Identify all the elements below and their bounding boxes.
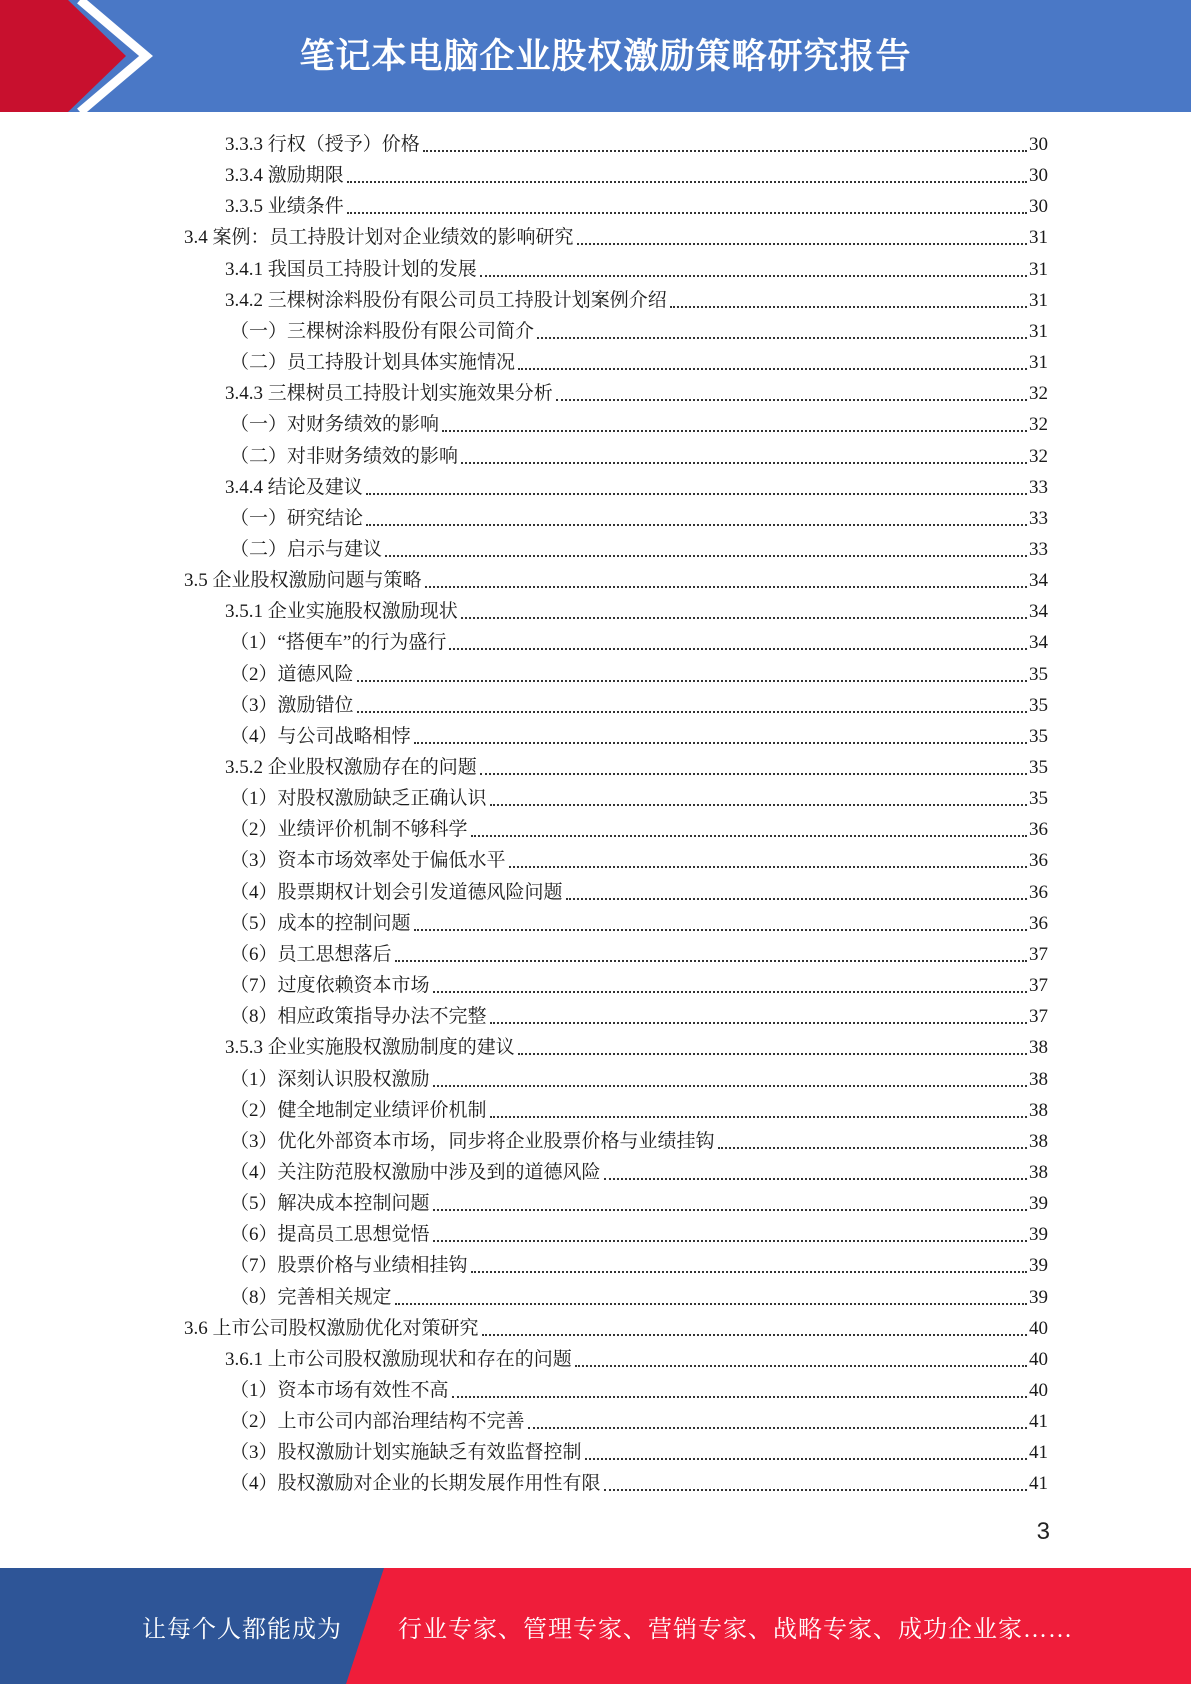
toc-entry-page: 32 [1029, 414, 1048, 436]
toc-entry[interactable] [230, 345, 1048, 376]
toc-entry-label: （7）股票价格与业绩相挂钩 [230, 1255, 468, 1277]
toc-entry-label: 3.5.3 企业实施股权激励制度的建议 [225, 1037, 515, 1059]
toc-entry[interactable] [225, 1030, 1048, 1061]
toc-entry[interactable] [230, 812, 1048, 843]
toc-entry-label: 3.3.5 业绩条件 [225, 196, 344, 218]
toc-entry-label: 3.4 案例：员工持股计划对企业绩效的影响研究 [184, 227, 574, 249]
toc-entry-page: 35 [1029, 757, 1048, 778]
toc-entry-page: 41 [1029, 1473, 1048, 1495]
toc-dot-leader [366, 524, 1027, 526]
toc-entry[interactable] [225, 750, 1048, 781]
toc-entry-label: （一）研究结论 [230, 507, 364, 529]
toc-entry-page: 41 [1029, 1442, 1048, 1464]
toc-entry-page: 36 [1029, 850, 1048, 872]
toc-dot-leader [575, 1365, 1027, 1367]
toc-entry[interactable] [230, 875, 1048, 906]
toc-dot-leader [480, 773, 1027, 775]
toc-entry-label: （3）优化外部资本市场，同步将企业股票价格与业绩挂钩 [230, 1130, 715, 1152]
toc-entry[interactable] [230, 1062, 1048, 1093]
toc-entry-page: 38 [1029, 1037, 1048, 1059]
toc-entry[interactable] [230, 1217, 1048, 1248]
toc-entry[interactable] [230, 781, 1048, 812]
toc-entry[interactable] [184, 563, 1048, 594]
toc-entry[interactable] [225, 470, 1048, 501]
toc-entry-page: 33 [1029, 507, 1048, 529]
toc-dot-leader [604, 1489, 1027, 1491]
toc-entry[interactable] [230, 407, 1048, 438]
toc-dot-leader [414, 929, 1027, 931]
toc-entry-page: 31 [1029, 320, 1048, 342]
toc-entry-page: 38 [1029, 1130, 1048, 1152]
toc-entry-page: 33 [1029, 476, 1048, 498]
toc-entry-page: 33 [1029, 538, 1048, 560]
toc-entry-label: （1）深刻认识股权激励 [230, 1068, 430, 1090]
toc-entry-page: 34 [1029, 632, 1048, 654]
toc-entry[interactable] [230, 501, 1048, 532]
toc-dot-leader [718, 1147, 1027, 1149]
toc-entry-page: 35 [1029, 725, 1048, 747]
toc-dot-leader [518, 1053, 1027, 1055]
toc-dot-leader [347, 181, 1027, 183]
toc-dot-leader [566, 898, 1027, 900]
toc-entry-page: 38 [1029, 1161, 1048, 1183]
toc-dot-leader [528, 1427, 1027, 1429]
toc-dot-leader [452, 1396, 1027, 1398]
toc-dot-leader [395, 960, 1027, 962]
toc-entry-label: （二）对非财务绩效的影响 [230, 445, 459, 467]
toc-dot-leader [518, 368, 1027, 370]
toc-entry-label: （3）激励错位 [230, 694, 354, 716]
toc-dot-leader [490, 1022, 1027, 1024]
footer-slogan-right: 行业专家、管理专家、营销专家、战略专家、成功企业家…… [398, 1616, 1073, 1643]
toc-entry-page: 37 [1029, 1006, 1048, 1028]
toc-entry-label: （8）相应政策指导办法不完整 [230, 1006, 487, 1028]
toc-entry-page: 37 [1029, 943, 1048, 965]
toc-entry-label: （5）解决成本控制问题 [230, 1193, 430, 1215]
toc-entry-page: 38 [1029, 1068, 1048, 1090]
toc-dot-leader [490, 1116, 1027, 1118]
toc-entry-label: 3.6.1 上市公司股权激励现状和存在的问题 [225, 1348, 572, 1370]
toc-entry[interactable] [225, 283, 1048, 314]
toc-entry-label: 3.5.2 企业股权激励存在的问题 [225, 757, 477, 778]
toc-entry-page: 36 [1029, 912, 1048, 934]
toc-entry-page: 35 [1029, 788, 1048, 810]
toc-entry-label: （6）提高员工思想觉悟 [230, 1224, 430, 1246]
toc-entry-page: 38 [1029, 1099, 1048, 1121]
toc-entry[interactable] [230, 1186, 1048, 1217]
toc-dot-leader [509, 866, 1027, 868]
toc-entry-label: 3.6 上市公司股权激励优化对策研究 [184, 1317, 479, 1339]
toc-entry-label: （4）股票期权计划会引发道德风险问题 [230, 881, 563, 903]
toc-entry-label: （2）上市公司内部治理结构不完善 [230, 1411, 525, 1433]
toc-dot-leader [471, 835, 1027, 837]
toc-entry-label: （一）三棵树涂料股份有限公司简介 [230, 320, 535, 342]
toc-dot-leader [395, 1303, 1027, 1305]
toc-entry-page: 39 [1029, 1193, 1048, 1215]
toc-entry[interactable] [225, 189, 1048, 220]
toc-entry[interactable] [230, 532, 1048, 563]
toc-entry[interactable] [184, 1311, 1048, 1342]
toc-entry[interactable] [230, 1093, 1048, 1124]
toc-dot-leader [425, 586, 1027, 588]
toc-dot-leader [423, 150, 1027, 152]
toc-dot-leader [449, 648, 1027, 650]
toc-entry-label: （8）完善相关规定 [230, 1286, 392, 1308]
toc-entry[interactable] [230, 937, 1048, 968]
toc-dot-leader [461, 462, 1027, 464]
toc-entry-label: （2）业绩评价机制不够科学 [230, 819, 468, 841]
page-footer [0, 1568, 1191, 1684]
toc-entry-label: （3）股权激励计划实施缺乏有效监督控制 [230, 1442, 582, 1464]
toc-entry[interactable] [230, 968, 1048, 999]
toc-entry[interactable] [230, 1280, 1048, 1311]
toc-entry[interactable] [230, 688, 1048, 719]
toc-entry-page: 31 [1029, 352, 1048, 374]
toc-entry-page: 32 [1029, 445, 1048, 467]
toc-entry[interactable] [230, 1404, 1048, 1435]
toc-entry[interactable] [184, 220, 1048, 251]
toc-dot-leader [461, 617, 1027, 619]
toc-entry-page: 31 [1029, 289, 1048, 311]
toc-dot-leader [357, 680, 1027, 682]
toc-dot-leader [490, 804, 1027, 806]
toc-entry-page: 31 [1029, 258, 1048, 280]
toc-entry-page: 36 [1029, 819, 1048, 841]
toc-entry[interactable] [225, 1342, 1048, 1373]
toc-dot-leader [366, 493, 1027, 495]
toc-entry-page: 31 [1029, 227, 1048, 249]
toc-entry-page: 39 [1029, 1286, 1048, 1308]
toc-dot-leader [433, 1209, 1027, 1211]
toc-dot-leader [480, 275, 1027, 277]
toc-dot-leader [357, 711, 1027, 713]
toc-entry-label: （4）与公司战略相悖 [230, 725, 411, 747]
toc-entry[interactable] [230, 1435, 1048, 1466]
toc-entry-page: 30 [1029, 134, 1048, 155]
toc-entry-label: 3.3.4 激励期限 [225, 165, 344, 187]
toc-dot-leader [585, 1458, 1027, 1460]
toc-entry[interactable] [230, 1155, 1048, 1186]
toc-entry-page: 39 [1029, 1255, 1048, 1277]
toc-entry-page: 35 [1029, 663, 1048, 685]
toc-dot-leader [433, 1240, 1027, 1242]
toc-entry[interactable] [230, 1466, 1048, 1497]
toc-entry-label: （3）资本市场效率处于偏低水平 [230, 850, 506, 872]
toc-entry-label: （二）启示与建议 [230, 538, 383, 560]
toc-entry[interactable] [225, 376, 1048, 407]
toc-dot-leader [385, 555, 1027, 557]
toc-entry-label: （2）健全地制定业绩评价机制 [230, 1099, 487, 1121]
toc-entry-page: 40 [1029, 1380, 1048, 1401]
toc-entry[interactable] [230, 439, 1048, 470]
toc-dot-leader [556, 399, 1027, 401]
toc-entry[interactable] [230, 1248, 1048, 1279]
toc-entry-page: 34 [1029, 601, 1048, 623]
toc-entry-label: 3.4.4 结论及建议 [225, 476, 363, 498]
toc-entry-page: 36 [1029, 881, 1048, 903]
toc-entry-page: 32 [1029, 383, 1048, 405]
toc-dot-leader [604, 1178, 1027, 1180]
page-header [0, 0, 1191, 112]
toc-dot-leader [433, 1085, 1027, 1087]
toc-entry-label: （1）对股权激励缺乏正确认识 [230, 788, 487, 810]
toc-entry[interactable] [230, 657, 1048, 688]
toc-entry-label: （二）员工持股计划具体实施情况 [230, 352, 516, 374]
toc-entry-label: （1）“搭便车”的行为盛行 [230, 632, 447, 654]
footer-slogan-left: 让每个人都能成为 [142, 1616, 342, 1643]
toc-entry-label: 3.4.3 三棵树员工持股计划实施效果分析 [225, 383, 553, 405]
toc-entry-page: 34 [1029, 570, 1048, 592]
toc-entry[interactable] [225, 594, 1048, 625]
toc-entry-label: （2）道德风险 [230, 663, 354, 685]
page-number: 3 [1036, 1518, 1050, 1545]
toc-entry-label: 3.5.1 企业实施股权激励现状 [225, 601, 458, 623]
toc-dot-leader [347, 212, 1027, 214]
toc-entry[interactable] [230, 999, 1048, 1030]
toc-entry-page: 37 [1029, 975, 1048, 997]
toc-dot-leader [670, 306, 1027, 308]
toc-entry-page: 39 [1029, 1224, 1048, 1246]
toc-entry-page: 35 [1029, 694, 1048, 716]
toc-entry[interactable] [225, 127, 1048, 158]
toc-entry[interactable] [225, 252, 1048, 283]
toc-dot-leader [433, 991, 1027, 993]
toc-entry-label: 3.5 企业股权激励问题与策略 [184, 570, 422, 592]
toc-entry-page: 41 [1029, 1411, 1048, 1433]
toc-entry[interactable] [230, 625, 1048, 656]
toc-entry[interactable] [230, 843, 1048, 874]
toc-entry[interactable] [225, 158, 1048, 189]
toc-entry-label: （6）员工思想落后 [230, 943, 392, 965]
toc-entry[interactable] [230, 314, 1048, 345]
toc-entry-label: 3.4.2 三棵树涂料股份有限公司员工持股计划案例介绍 [225, 289, 667, 311]
toc-dot-leader [577, 243, 1027, 245]
toc-entry-page: 30 [1029, 165, 1048, 187]
report-title: 笔记本电脑企业股权激励策略研究报告 [299, 37, 912, 77]
toc-entry[interactable] [230, 1124, 1048, 1155]
toc-dot-leader [471, 1271, 1027, 1273]
toc-dot-leader [442, 430, 1027, 432]
toc-entry-page: 30 [1029, 196, 1048, 218]
toc-entry-page: 40 [1029, 1348, 1048, 1370]
toc-entry-label: （7）过度依赖资本市场 [230, 975, 430, 997]
toc-entry[interactable] [230, 1373, 1048, 1404]
toc-dot-leader [414, 742, 1027, 744]
toc-entry-label: （5）成本的控制问题 [230, 912, 411, 934]
toc-dot-leader [537, 337, 1027, 339]
toc-entry-label: （1）资本市场有效性不高 [230, 1380, 449, 1401]
toc-entry-label: （4）股权激励对企业的长期发展作用性有限 [230, 1473, 601, 1495]
toc-entry-page: 40 [1029, 1317, 1048, 1339]
toc-entry-label: 3.3.3 行权（授予）价格 [225, 134, 420, 155]
toc-entry-label: （一）对财务绩效的影响 [230, 414, 440, 436]
toc-dot-leader [482, 1334, 1027, 1336]
toc-entry[interactable] [230, 906, 1048, 937]
toc-entry[interactable] [230, 719, 1048, 750]
toc-entry-label: （4）关注防范股权激励中涉及到的道德风险 [230, 1161, 601, 1183]
toc-entry-label: 3.4.1 我国员工持股计划的发展 [225, 258, 477, 280]
